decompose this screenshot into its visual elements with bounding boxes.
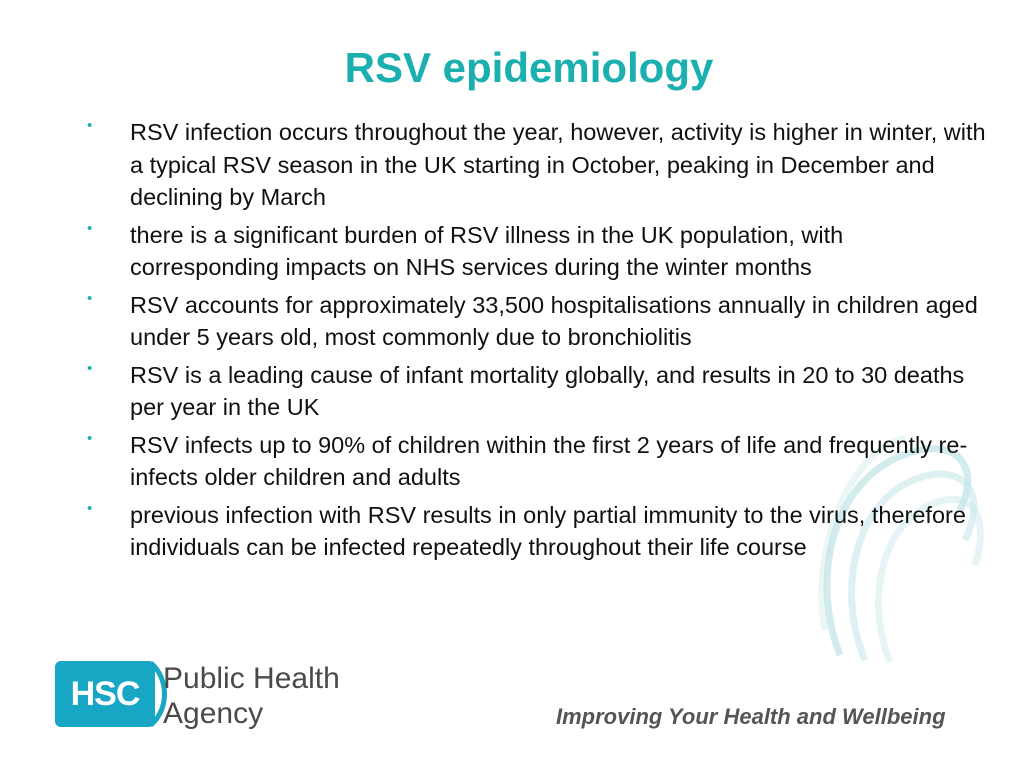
bullet-item	[87, 116, 987, 214]
hsc-logo-text: HSC	[70, 675, 140, 713]
bullet-text: RSV accounts for approximately 33,500 hospitalisations annually in children aged under 5 years old, most commonly due to bronchiolitis	[130, 291, 978, 350]
org-name-line1: Public Health	[163, 662, 340, 695]
bullet-text: previous infection with RSV results in only partial immunity to the virus, therefore individuals can be infected repeatedly throughout their life course	[130, 501, 966, 560]
bullet-text: there is a significant burden of RSV illness in the UK population, with corresponding impacts on NHS services during the winter months	[130, 221, 844, 280]
bullet-item	[87, 499, 987, 564]
bullet-item	[87, 219, 987, 284]
bullet-text: RSV infects up to 90% of children within the first 2 years of life and frequently re-infects older children and adults	[130, 431, 968, 490]
hsc-logo	[55, 661, 355, 735]
bullet-marker: •	[87, 289, 93, 307]
bullet-marker: •	[87, 429, 93, 447]
bullet-marker: •	[87, 499, 93, 517]
bullet-marker: •	[87, 219, 93, 237]
bullet-item	[87, 429, 987, 494]
slide-title: RSV epidemiology	[344, 44, 714, 91]
org-name	[163, 661, 340, 731]
bullet-list	[87, 116, 987, 569]
bullet-text: RSV infection occurs throughout the year, however, activity is higher in winter, with a typical RSV season in the UK starting in October, peaking in December and declining by March	[130, 119, 986, 210]
bullet-marker: •	[87, 359, 93, 377]
bullet-item	[87, 359, 987, 424]
tagline: Improving Your Health and Wellbeing	[556, 704, 946, 729]
org-name-line2: Agency	[163, 697, 264, 730]
bullet-marker: •	[87, 117, 93, 134]
bullet-text: RSV is a leading cause of infant mortality globally, and results in 20 to 30 deaths per year in the UK	[130, 361, 965, 420]
hsc-logo-mark	[55, 661, 155, 727]
bullet-item	[87, 289, 987, 354]
